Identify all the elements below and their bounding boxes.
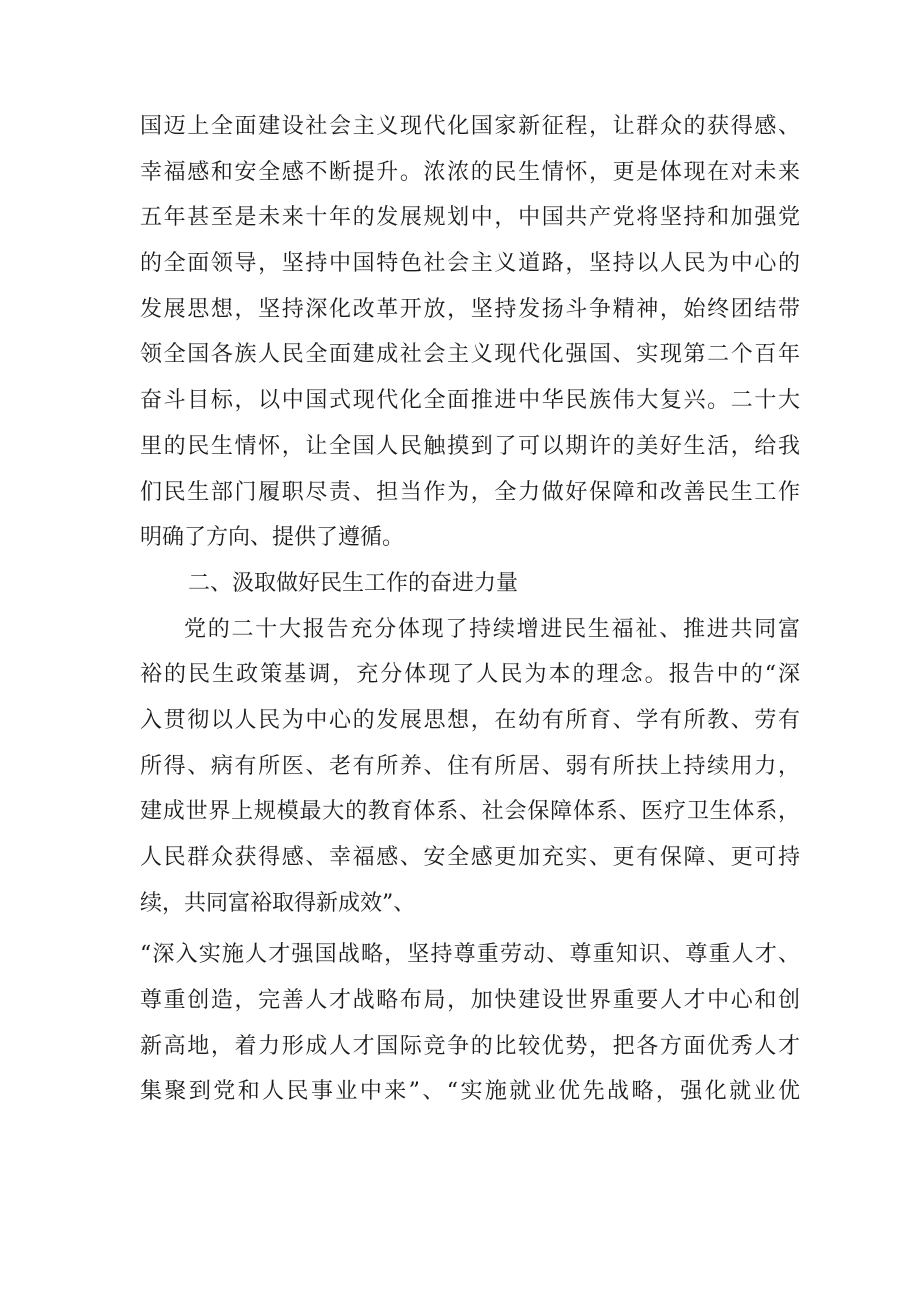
paragraph-3 bbox=[140, 932, 800, 1115]
paragraph-line: 奋斗目标，以中国式现代化全面推进中华民族伟大复兴。二十大 bbox=[140, 388, 800, 414]
paragraph-line: 里的民生情怀，让全国人民触摸到了可以期许的美好生活，给我 bbox=[140, 433, 800, 459]
section-heading: 二、汲取做好民生工作的奋进力量 bbox=[188, 570, 519, 596]
paragraph-line: 领全国各族人民全面建成社会主义现代化强国、实现第二个百年 bbox=[140, 342, 800, 368]
paragraph-line: 建成世界上规模最大的教育体系、社会保障体系、医疗卫生体系， bbox=[140, 799, 800, 825]
paragraph-line: 新高地，着力形成人才国际竞争的比较优势，把各方面优秀人才 bbox=[140, 1033, 800, 1059]
paragraph-line: 发展思想，坚持深化改革开放，坚持发扬斗争精神，始终团结带 bbox=[140, 296, 800, 322]
paragraph-line: 的全面领导，坚持中国特色社会主义道路，坚持以人民为中心的 bbox=[140, 251, 800, 277]
paragraph-line: 续，共同富裕取得新成效”、 bbox=[140, 890, 416, 916]
paragraph-line: 党的二十大报告充分体现了持续增进民生福祉、推进共同富 bbox=[184, 616, 800, 642]
paragraph-line: 集聚到党和人民事业中来”、“实施就业优先战略，强化就业优 bbox=[140, 1079, 800, 1105]
paragraph-2 bbox=[140, 607, 800, 927]
paragraph-line: 们民生部门履职尽责、担当作为，全力做好保障和改善民生工作 bbox=[140, 479, 800, 505]
paragraph-line: “深入实施人才强国战略，坚持尊重劳动、尊重知识、尊重人才、 bbox=[140, 942, 800, 968]
paragraph-line: 国迈上全面建设社会主义现代化国家新征程，让群众的获得感、 bbox=[140, 114, 800, 139]
paragraph-line: 幸福感和安全感不断提升。浓浓的民生情怀，更是体现在对未来 bbox=[140, 159, 800, 185]
paragraph-line: 五年甚至是未来十年的发展规划中，中国共产党将坚持和加强党 bbox=[140, 205, 800, 231]
document-body bbox=[140, 104, 800, 1115]
paragraph-line: 入贯彻以人民为中心的发展思想，在幼有所育、学有所教、劳有 bbox=[140, 707, 800, 733]
paragraph-line: 尊重创造，完善人才战略布局，加快建设世界重要人才中心和创 bbox=[140, 988, 800, 1014]
paragraph-line: 所得、病有所医、老有所养、住有所居、弱有所扶上持续用力， bbox=[140, 753, 800, 779]
paragraph-line: 人民群众获得感、幸福感、安全感更加充实、更有保障、更可持 bbox=[140, 845, 800, 870]
paragraph-1 bbox=[140, 104, 800, 561]
paragraph-line: 裕的民生政策基调，充分体现了人民为本的理念。报告中的“深 bbox=[140, 662, 800, 688]
paragraph-line: 明确了方向、提供了遵循。 bbox=[140, 525, 405, 551]
